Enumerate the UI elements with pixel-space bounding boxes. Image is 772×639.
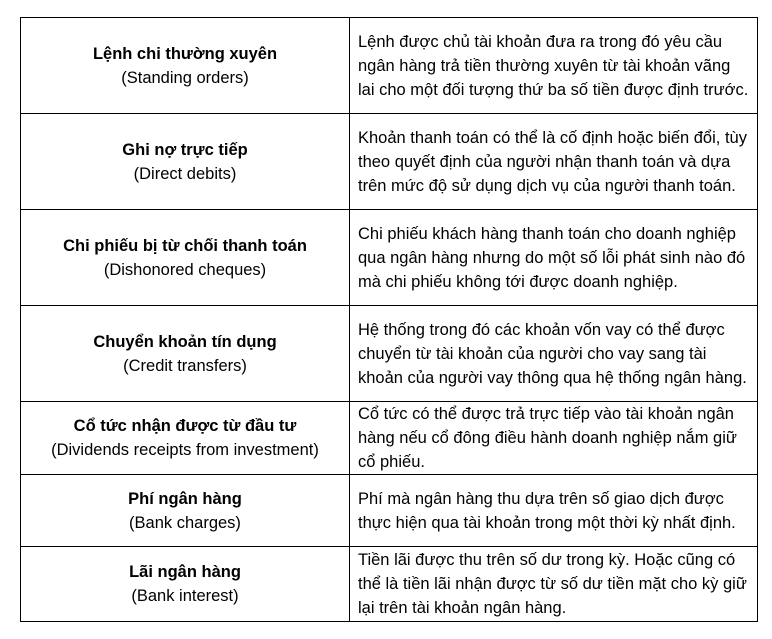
term-cell xyxy=(21,402,350,475)
term-vietnamese: Phí ngân hàng xyxy=(128,489,242,508)
term-vietnamese: Lệnh chi thường xuyên xyxy=(92,44,278,63)
term-english: (Dividends receipts from investment) xyxy=(51,441,319,459)
term-cell xyxy=(21,547,350,622)
definition-cell: Cổ tức có thể được trả trực tiếp vào tài khoản ngân hàng nếu cổ đông điều hành doanh nghiệp nắm giữ cổ phiếu. xyxy=(350,402,758,475)
term-english: (Direct debits) xyxy=(133,164,237,183)
term-vietnamese: Chi phiếu bị từ chối thanh toán xyxy=(63,236,307,255)
definition-cell: Lệnh được chủ tài khoản đưa ra trong đó yêu cầu ngân hàng trả tiền thường xuyên từ tài khoản vãng lai cho một đối tượng thứ ba số tiền được định trước. xyxy=(350,18,758,114)
term-cell xyxy=(21,306,350,402)
definitions-table-body xyxy=(21,18,758,622)
term-english: (Bank charges) xyxy=(129,513,241,532)
definition-cell: Hệ thống trong đó các khoản vốn vay có thể được chuyển từ tài khoản của người cho vay sang tài khoản của người vay thông qua hệ thống ngân hàng. xyxy=(350,306,758,402)
definitions-table xyxy=(20,17,758,622)
table-row xyxy=(21,18,758,114)
term-cell xyxy=(21,475,350,547)
term-english: (Standing orders) xyxy=(121,68,249,87)
definition-cell: Tiền lãi được thu trên số dư trong kỳ. Hoặc cũng có thể là tiền lãi nhận được từ số dư tiền mặt cho kỳ giữ lại trên tài khoản ngân hàng. xyxy=(350,547,758,622)
table-row xyxy=(21,475,758,547)
table-row xyxy=(21,210,758,306)
term-english: (Dishonored cheques) xyxy=(103,260,267,279)
definition-cell: Khoản thanh toán có thể là cố định hoặc biến đổi, tùy theo quyết định của người nhận thanh toán và dựa trên mức độ sử dụng dịch vụ của người thanh toán. xyxy=(350,114,758,210)
term-vietnamese: Cổ tức nhận được từ đầu tư xyxy=(73,417,297,435)
term-cell xyxy=(21,18,350,114)
definition-cell: Chi phiếu khách hàng thanh toán cho doanh nghiệp qua ngân hàng nhưng do một số lỗi phát sinh nào đó mà chi phiếu không tới được doanh nghiệp. xyxy=(350,210,758,306)
term-cell xyxy=(21,210,350,306)
term-cell xyxy=(21,114,350,210)
table-row xyxy=(21,306,758,402)
table-row xyxy=(21,547,758,622)
term-english: (Credit transfers) xyxy=(123,356,247,375)
term-english: (Bank interest) xyxy=(131,587,239,605)
term-vietnamese: Lãi ngân hàng xyxy=(129,563,241,581)
term-vietnamese: Ghi nợ trực tiếp xyxy=(122,140,248,159)
table-row xyxy=(21,114,758,210)
table-row xyxy=(21,402,758,475)
definition-cell: Phí mà ngân hàng thu dựa trên số giao dịch được thực hiện qua tài khoản trong một thời kỳ nhất định. xyxy=(350,475,758,547)
term-vietnamese: Chuyển khoản tín dụng xyxy=(93,332,277,351)
